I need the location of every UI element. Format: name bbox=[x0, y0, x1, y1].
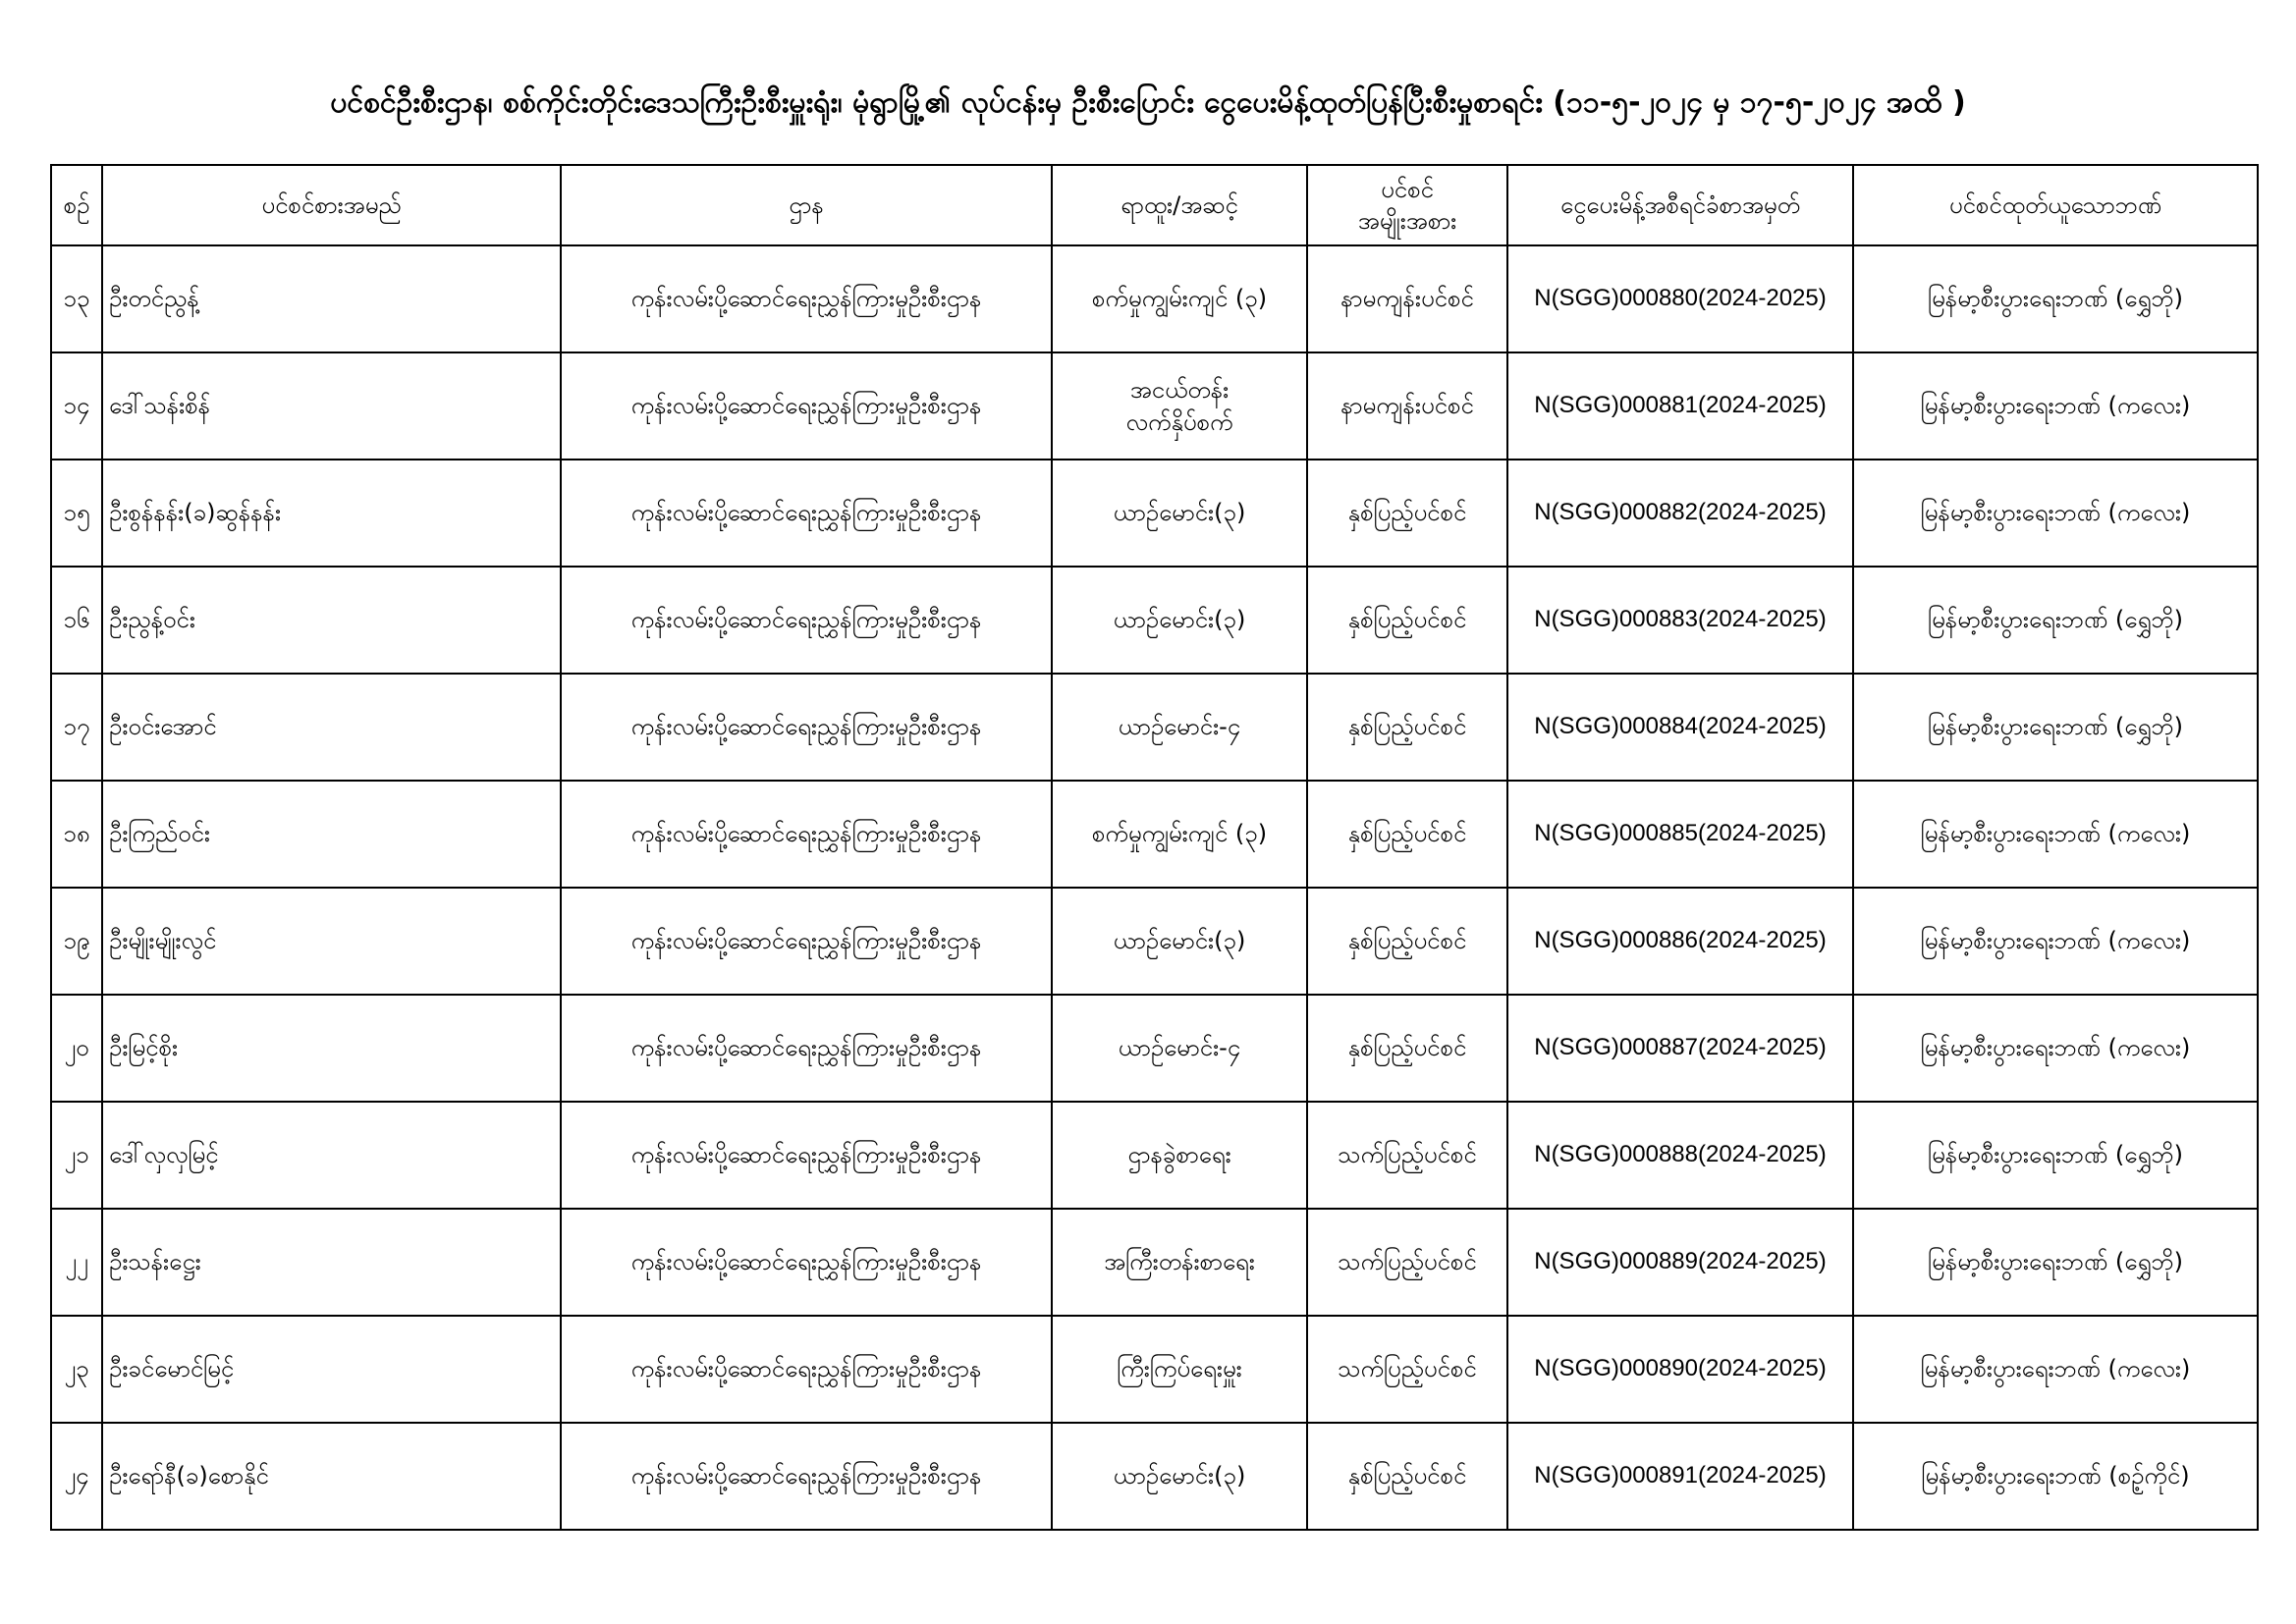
cell-rank bbox=[1052, 1209, 1307, 1316]
cell-order-code: N(SGG)000881(2024-2025) bbox=[1507, 352, 1853, 460]
cell-pension-type: နာမကျန်းပင်စင် bbox=[1307, 245, 1507, 352]
cell-name: ဦးဝင်းအောင် bbox=[102, 674, 561, 781]
table-row bbox=[51, 1316, 2258, 1423]
table-row bbox=[51, 674, 2258, 781]
cell-no: ၂၂ bbox=[51, 1209, 102, 1316]
cell-rank bbox=[1052, 888, 1307, 995]
cell-rank-line1: ယာဉ်မောင်း-၄ bbox=[1118, 713, 1241, 741]
table-row bbox=[51, 781, 2258, 888]
table-row bbox=[51, 995, 2258, 1102]
cell-no: ၁၆ bbox=[51, 567, 102, 674]
cell-pension-type: သက်ပြည့်ပင်စင် bbox=[1307, 1102, 1507, 1209]
cell-name: ဦးသန်းဋ္ဌေး bbox=[102, 1209, 561, 1316]
cell-no: ၁၄ bbox=[51, 352, 102, 460]
table-row bbox=[51, 460, 2258, 567]
cell-department: ကုန်းလမ်းပို့ဆောင်ရေးညွှန်ကြားမှုဦးစီးဌာန bbox=[561, 1316, 1052, 1423]
cell-department: ကုန်းလမ်းပို့ဆောင်ရေးညွှန်ကြားမှုဦးစီးဌာန bbox=[561, 781, 1052, 888]
cell-rank bbox=[1052, 352, 1307, 460]
cell-rank-line1: ယာဉ်မောင်း(၃) bbox=[1113, 927, 1246, 955]
cell-bank: မြန်မာ့စီးပွားရေးဘဏ် (ကလေး) bbox=[1853, 352, 2258, 460]
cell-name: ဦးရော်နီ(ခ)စောနိုင် bbox=[102, 1423, 561, 1530]
cell-no: ၂၃ bbox=[51, 1316, 102, 1423]
cell-department: ကုန်းလမ်းပို့ဆောင်ရေးညွှန်ကြားမှုဦးစီးဌာန bbox=[561, 245, 1052, 352]
table-row bbox=[51, 888, 2258, 995]
cell-order-code: N(SGG)000889(2024-2025) bbox=[1507, 1209, 1853, 1316]
cell-rank-line1: အငယ်တန်း bbox=[1129, 376, 1230, 405]
cell-department: ကုန်းလမ်းပို့ဆောင်ရေးညွှန်ကြားမှုဦးစီးဌာန bbox=[561, 1102, 1052, 1209]
cell-pension-type: နှစ်ပြည့်ပင်စင် bbox=[1307, 674, 1507, 781]
cell-pension-type: နှစ်ပြည့်ပင်စင် bbox=[1307, 567, 1507, 674]
cell-order-code: N(SGG)000888(2024-2025) bbox=[1507, 1102, 1853, 1209]
cell-name: ဦးညွန့်ဝင်း bbox=[102, 567, 561, 674]
cell-pension-type: နှစ်ပြည့်ပင်စင် bbox=[1307, 460, 1507, 567]
cell-order-code: N(SGG)000886(2024-2025) bbox=[1507, 888, 1853, 995]
cell-department: ကုန်းလမ်းပို့ဆောင်ရေးညွှန်ကြားမှုဦးစီးဌာန bbox=[561, 995, 1052, 1102]
cell-bank: မြန်မာ့စီးပွားရေးဘဏ် (ကလေး) bbox=[1853, 995, 2258, 1102]
cell-bank: မြန်မာ့စီးပွားရေးဘဏ် (ကလေး) bbox=[1853, 781, 2258, 888]
page-title: ပင်စင်ဦးစီးဌာန၊ စစ်ကိုင်းတိုင်းဒေသကြီးဦးစီးမှူးရုံး၊ မုံရွာမြို့၏ လုပ်ငန်းမှ ဦးစီးပြောင်း ငွေပေးမိန့်ထုတ်ပြန်ပြီးစီးမှုစာရင်း (၁၁-၅-၂၀၂၄ မှ ၁၇-၅-၂၀၂၄ အထိ ) bbox=[330, 85, 1966, 120]
cell-bank: မြန်မာ့စီးပွားရေးဘဏ် (ကလေး) bbox=[1853, 888, 2258, 995]
cell-name: ဦးတင်ညွန့် bbox=[102, 245, 561, 352]
cell-department: ကုန်းလမ်းပို့ဆောင်ရေးညွှန်ကြားမှုဦးစီးဌာန bbox=[561, 674, 1052, 781]
cell-pension-type: နာမကျန်းပင်စင် bbox=[1307, 352, 1507, 460]
cell-department: ကုန်းလမ်းပို့ဆောင်ရေးညွှန်ကြားမှုဦးစီးဌာန bbox=[561, 567, 1052, 674]
cell-order-code: N(SGG)000885(2024-2025) bbox=[1507, 781, 1853, 888]
header-pension-type-line1: ပင်စင် bbox=[1381, 175, 1434, 203]
cell-rank-line1: ဌာနခွဲစာရေး bbox=[1127, 1141, 1231, 1169]
cell-bank: မြန်မာ့စီးပွားရေးဘဏ် (ကလေး) bbox=[1853, 1316, 2258, 1423]
cell-bank: မြန်မာ့စီးပွားရေးဘဏ် (ကလေး) bbox=[1853, 460, 2258, 567]
cell-rank bbox=[1052, 1102, 1307, 1209]
header-no: စဉ် bbox=[51, 165, 102, 245]
cell-rank-line2: လက်နှိပ်စက် bbox=[1125, 407, 1233, 436]
header-order-code: ငွေပေးမိန့်အစီရင်ခံစာအမှတ် bbox=[1507, 165, 1853, 245]
cell-order-code: N(SGG)000883(2024-2025) bbox=[1507, 567, 1853, 674]
cell-order-code: N(SGG)000884(2024-2025) bbox=[1507, 674, 1853, 781]
cell-pension-type: နှစ်ပြည့်ပင်စင် bbox=[1307, 781, 1507, 888]
cell-pension-type: နှစ်ပြည့်ပင်စင် bbox=[1307, 1423, 1507, 1530]
cell-bank: မြန်မာ့စီးပွားရေးဘဏ် (ရွှေဘို) bbox=[1853, 674, 2258, 781]
cell-order-code: N(SGG)000890(2024-2025) bbox=[1507, 1316, 1853, 1423]
cell-bank: မြန်မာ့စီးပွားရေးဘဏ် (ရွှေဘို) bbox=[1853, 1102, 2258, 1209]
cell-bank: မြန်မာ့စီးပွားရေးဘဏ် (စဉ့်ကိုင်) bbox=[1853, 1423, 2258, 1530]
cell-rank bbox=[1052, 460, 1307, 567]
table-row bbox=[51, 567, 2258, 674]
cell-no: ၁၅ bbox=[51, 460, 102, 567]
cell-no: ၁၈ bbox=[51, 781, 102, 888]
cell-rank-line1: ယာဉ်မောင်း-၄ bbox=[1118, 1034, 1241, 1062]
header-pension-type bbox=[1307, 165, 1507, 245]
cell-department: ကုန်းလမ်းပို့ဆောင်ရေးညွှန်ကြားမှုဦးစီးဌာန bbox=[561, 888, 1052, 995]
cell-pension-type: သက်ပြည့်ပင်စင် bbox=[1307, 1316, 1507, 1423]
cell-rank-line1: ကြီးကြပ်ရေးမှူး bbox=[1117, 1355, 1242, 1383]
cell-department: ကုန်းလမ်းပို့ဆောင်ရေးညွှန်ကြားမှုဦးစီးဌာန bbox=[561, 1209, 1052, 1316]
cell-rank bbox=[1052, 1423, 1307, 1530]
cell-bank: မြန်မာ့စီးပွားရေးဘဏ် (ရွှေဘို) bbox=[1853, 245, 2258, 352]
cell-no: ၂၀ bbox=[51, 995, 102, 1102]
header-department: ဌာန bbox=[561, 165, 1052, 245]
header-name: ပင်စင်စားအမည် bbox=[102, 165, 561, 245]
cell-name: ဦးမြင့်စိုး bbox=[102, 995, 561, 1102]
cell-pension-type: နှစ်ပြည့်ပင်စင် bbox=[1307, 995, 1507, 1102]
cell-rank bbox=[1052, 674, 1307, 781]
cell-no: ၁၇ bbox=[51, 674, 102, 781]
cell-order-code: N(SGG)000882(2024-2025) bbox=[1507, 460, 1853, 567]
cell-name: ဒေါ်သန်းစိန် bbox=[102, 352, 561, 460]
table-header-row bbox=[51, 165, 2258, 245]
cell-order-code: N(SGG)000880(2024-2025) bbox=[1507, 245, 1853, 352]
cell-rank-line1: ယာဉ်မောင်း(၃) bbox=[1113, 499, 1246, 527]
pension-table bbox=[50, 164, 2259, 1531]
table-row bbox=[51, 245, 2258, 352]
cell-name: ဦးမျိုးမျိုးလွင် bbox=[102, 888, 561, 995]
table-row bbox=[51, 1209, 2258, 1316]
cell-name: ဦးခင်မောင်မြင့် bbox=[102, 1316, 561, 1423]
table-body bbox=[51, 245, 2258, 1530]
cell-department: ကုန်းလမ်းပို့ဆောင်ရေးညွှန်ကြားမှုဦးစီးဌာန bbox=[561, 460, 1052, 567]
cell-bank: မြန်မာ့စီးပွားရေးဘဏ် (ရွှေဘို) bbox=[1853, 1209, 2258, 1316]
header-pension-type-line2: အမျိုးအစား bbox=[1357, 207, 1457, 235]
cell-no: ၁၃ bbox=[51, 245, 102, 352]
cell-no: ၂၁ bbox=[51, 1102, 102, 1209]
cell-pension-type: နှစ်ပြည့်ပင်စင် bbox=[1307, 888, 1507, 995]
cell-name: ဦးကြည်ဝင်း bbox=[102, 781, 561, 888]
cell-rank-line1: ယာဉ်မောင်း(၃) bbox=[1113, 1462, 1246, 1490]
cell-name: ဒေါ်လှလှမြင့် bbox=[102, 1102, 561, 1209]
cell-rank bbox=[1052, 567, 1307, 674]
cell-rank bbox=[1052, 995, 1307, 1102]
cell-rank bbox=[1052, 1316, 1307, 1423]
header-bank: ပင်စင်ထုတ်ယူသောဘဏ် bbox=[1853, 165, 2258, 245]
cell-no: ၂၄ bbox=[51, 1423, 102, 1530]
cell-rank bbox=[1052, 245, 1307, 352]
table-row bbox=[51, 352, 2258, 460]
cell-pension-type: သက်ပြည့်ပင်စင် bbox=[1307, 1209, 1507, 1316]
cell-name: ဦးစွန်နန်း(ခ)ဆွန်နန်း bbox=[102, 460, 561, 567]
cell-order-code: N(SGG)000891(2024-2025) bbox=[1507, 1423, 1853, 1530]
cell-department: ကုန်းလမ်းပို့ဆောင်ရေးညွှန်ကြားမှုဦးစီးဌာန bbox=[561, 1423, 1052, 1530]
cell-rank-line1: စက်မှုကျွမ်းကျင် (၃) bbox=[1091, 285, 1268, 313]
header-rank: ရာထူး/အဆင့် bbox=[1052, 165, 1307, 245]
cell-department: ကုန်းလမ်းပို့ဆောင်ရေးညွှန်ကြားမှုဦးစီးဌာန bbox=[561, 352, 1052, 460]
table-row bbox=[51, 1423, 2258, 1530]
cell-no: ၁၉ bbox=[51, 888, 102, 995]
cell-order-code: N(SGG)000887(2024-2025) bbox=[1507, 995, 1853, 1102]
cell-rank bbox=[1052, 781, 1307, 888]
cell-rank-line1: ယာဉ်မောင်း(၃) bbox=[1113, 606, 1246, 634]
cell-bank: မြန်မာ့စီးပွားရေးဘဏ် (ရွှေဘို) bbox=[1853, 567, 2258, 674]
table-row bbox=[51, 1102, 2258, 1209]
cell-rank-line1: အကြီးတန်းစာရေး bbox=[1104, 1248, 1255, 1276]
cell-rank-line1: စက်မှုကျွမ်းကျင် (၃) bbox=[1091, 820, 1268, 848]
